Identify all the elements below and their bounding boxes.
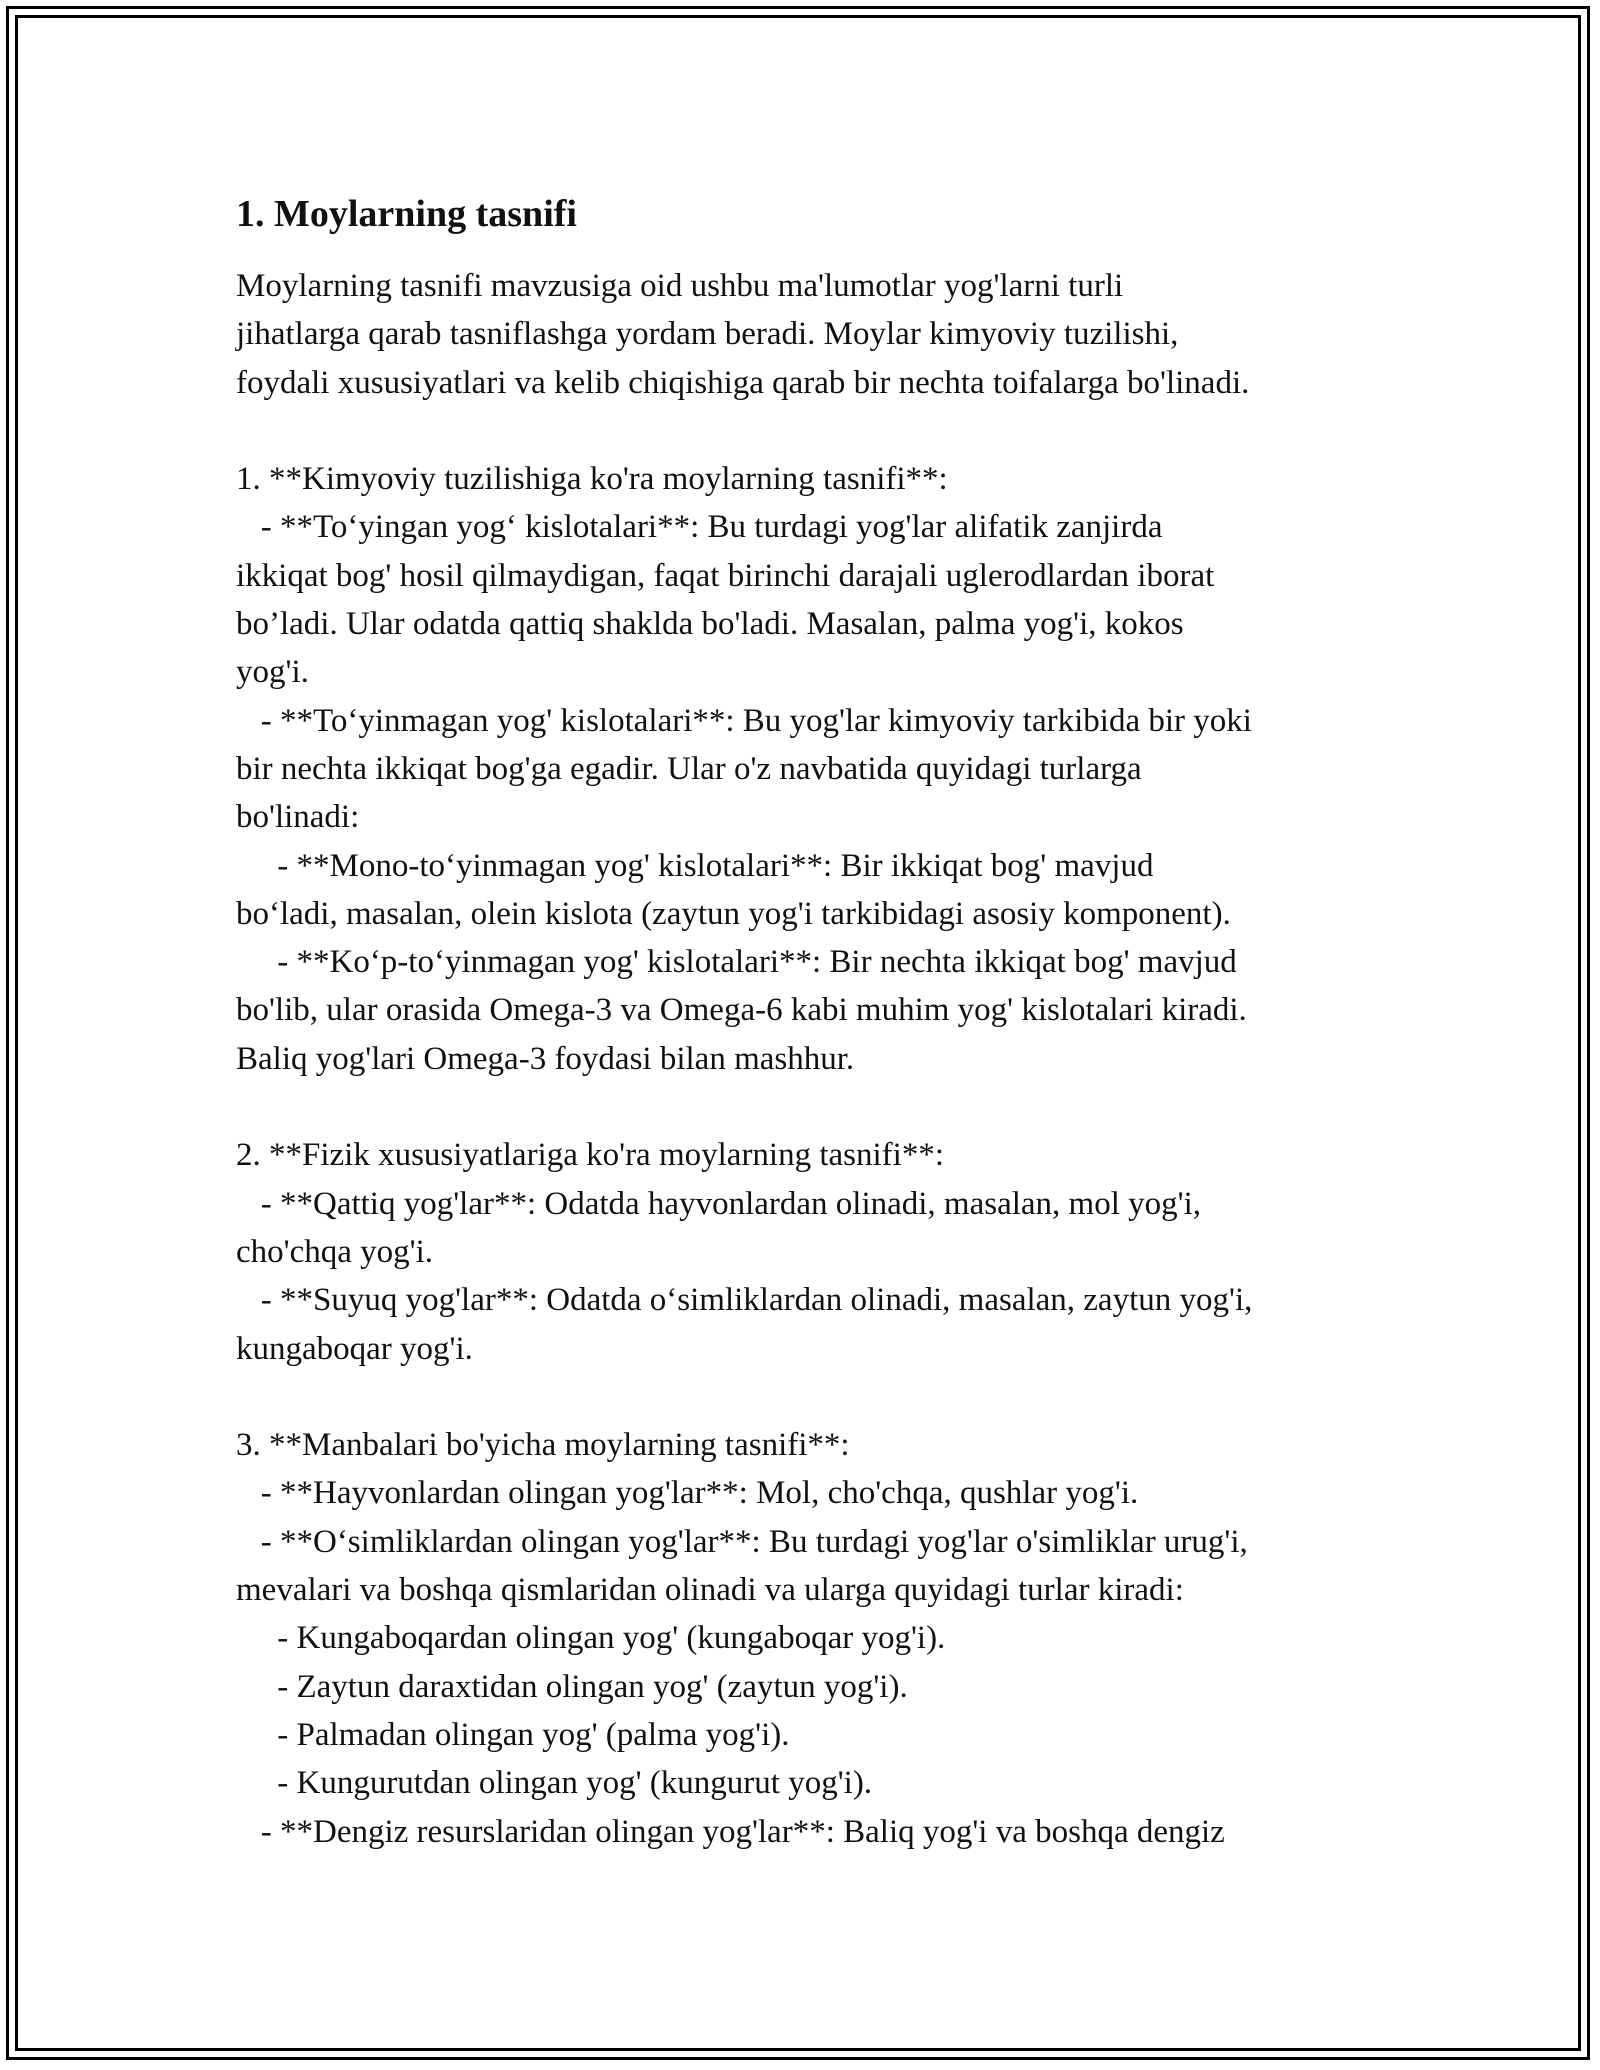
section-physical-properties: 2. **Fizik xususiyatlariga ko'ra moylarning tasnifi**: - **Qattiq yog'lar**: Odatda hayvonlardan olinadi, masalan, mol yog'i, cho'chqa yog'i. - **Suyuq yog'lar**: Odatda o‘simliklardan olinadi, masalan, zaytun yog'i, kungaboqar yog'i. — [236, 1137, 1253, 1367]
paragraph-gap — [236, 407, 1386, 455]
intro-paragraph: Moylarning tasnifi mavzusiga oid ushbu ma'lumotlar yog'larni turli jihatlarga qarab tasniflashga yordam beradi. Moylar kimyoviy tuzilishi, foydali xususiyatlari va kelib chiqishiga qarab bir nechta toifalarga bo'linadi. — [236, 268, 1250, 401]
document-body — [236, 188, 1386, 1856]
section-sources: 3. **Manbalari bo'yicha moylarning tasnifi**: - **Hayvonlardan olingan yog'lar**: Mol, cho'chqa, qushlar yog'i. - **O‘simliklardan olingan yog'lar**: Bu turdagi yog'lar o'simliklar urug'i, mevalari va boshqa qismlaridan olinadi va ularga quyidagi turlar kiradi: - Kungaboqardan olingan yog' (kungaboqar yog'i). - Zaytun daraxtidan olingan yog' (zaytun yog'i). - Palmadan olingan yog' (palma yog'i). - Kungurutdan olingan yog' (kungurut yog'i). - **Dengiz resurslaridan olingan yog'lar**: Baliq yog'i va boshqa dengiz — [236, 1427, 1248, 1850]
paragraph-gap — [236, 1373, 1386, 1421]
section-chemical-structure: 1. **Kimyoviy tuzilishiga ko'ra moylarning tasnifi**: - **To‘yingan yog‘ kislotalari**: Bu turdagi yog'lar alifatik zanjirda ikkiqat bog' hosil qilmaydigan, faqat birinchi darajali uglerodlardan iborat bo’ladi. Ular odatda qattiq shaklda bo'ladi. Masalan, palma yog'i, kokos yog'i. - **To‘yinmagan yog' kislotalari**: Bu yog'lar kimyoviy tarkibida bir yoki bir nechta ikkiqat bog'ga egadir. Ular o'z navbatida quyidagi turlarga bo'linadi: - **Mono-to‘yinmagan yog' kislotalari**: Bir ikkiqat bog' mavjud bo‘ladi, masalan, olein kislota (zaytun yog'i tarkibidagi asosiy komponent). - **Ko‘p-to‘yinmagan yog' kislotalari**: Bir nechta ikkiqat bog' mavjud bo'lib, ular orasida Omega-3 va Omega-6 kabi muhim yog' kislotalari kiradi. Baliq yog'lari Omega-3 foydasi bilan mashhur. — [236, 461, 1252, 1077]
document-heading: 1. Moylarning tasnifi — [236, 193, 577, 235]
paragraph-gap — [236, 1083, 1386, 1131]
